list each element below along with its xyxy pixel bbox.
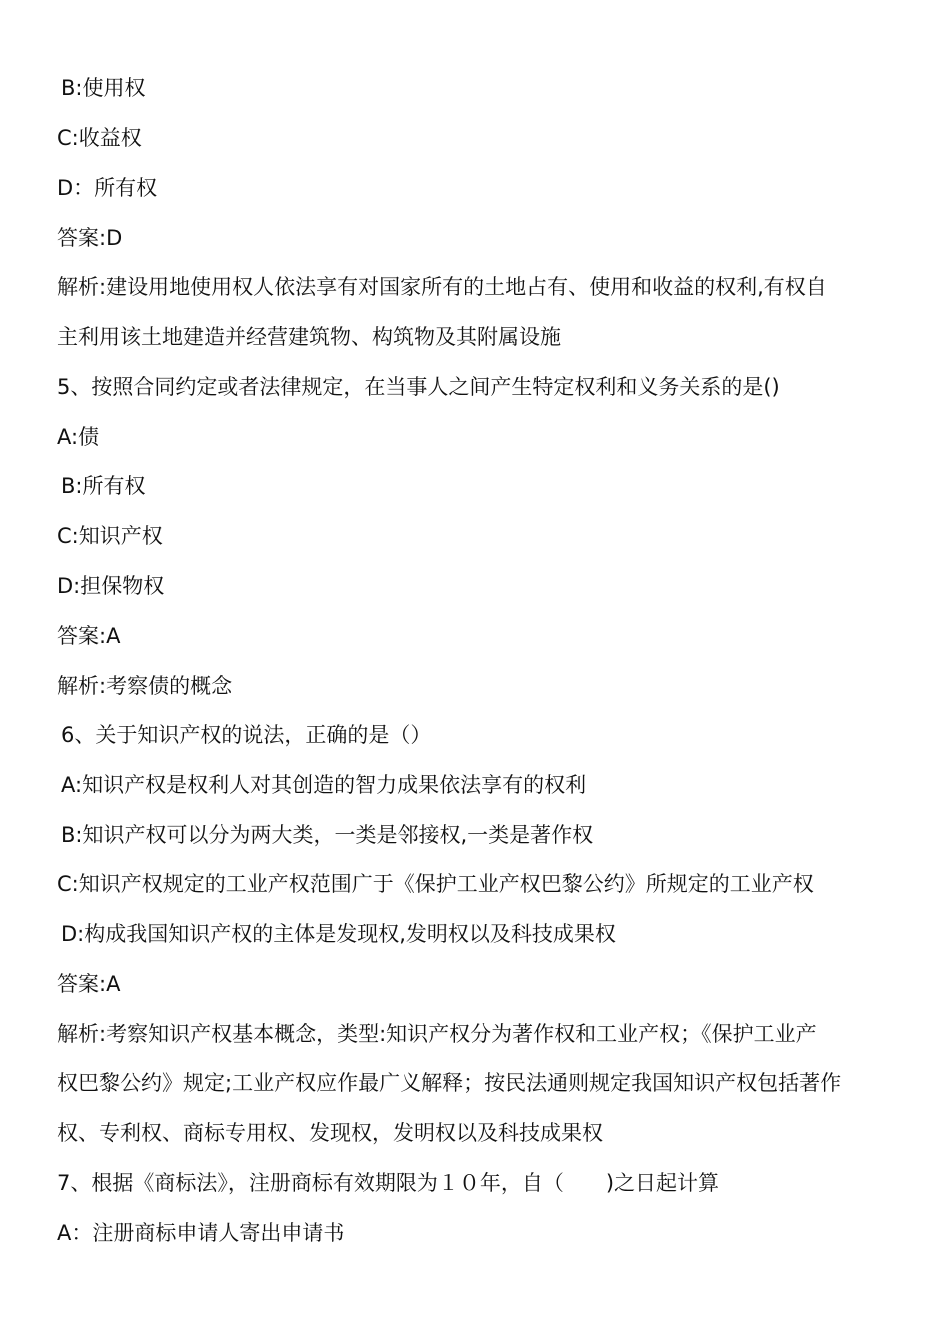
q6-option-c: C:知识产权规定的工业产权范围广于《保护工业产权巴黎公约》所规定的工业产权 [57,872,814,896]
q6-option-b: B:知识产权可以分为两大类，一类是邻接权,一类是著作权 [61,823,594,847]
q6-analysis-line-1: 解析:考察知识产权基本概念，类型:知识产权分为著作权和工业产权；《保护工业产 [57,1022,817,1046]
q6-analysis-line-3: 权、专利权、商标专用权、发现权，发明权以及科技成果权 [57,1121,603,1145]
q4-option-c: C:收益权 [57,126,142,150]
q4-answer: 答案:D [57,226,123,250]
q7-option-a: A：注册商标申请人寄出申请书 [57,1221,345,1245]
q4-analysis-line-2: 主利用该土地建造并经营建筑物、构筑物及其附属设施 [57,325,561,349]
q4-analysis-line-1: 解析:建设用地使用权人依法享有对国家所有的土地占有、使用和收益的权利,有权自 [57,275,827,299]
q6-question: 6、关于知识产权的说法，正确的是（） [61,723,432,747]
q5-answer: 答案:A [57,624,121,648]
q5-option-a: A:债 [57,425,100,449]
q5-option-c: C:知识产权 [57,524,163,548]
q4-option-d: D：所有权 [57,176,158,200]
q6-option-d: D:构成我国知识产权的主体是发现权,发明权以及科技成果权 [61,922,616,946]
q6-option-a: A:知识产权是权利人对其创造的智力成果依法享有的权利 [61,773,587,797]
q5-analysis: 解析:考察债的概念 [57,674,233,698]
q6-analysis-line-2: 权巴黎公约》规定;工业产权应作最广义解释；按民法通则规定我国知识产权包括著作 [57,1071,842,1095]
q5-question: 5、按照合同约定或者法律规定，在当事人之间产生特定权利和义务关系的是() [57,375,780,399]
q4-option-b: B:使用权 [61,76,146,100]
q6-answer: 答案:A [57,972,121,996]
q5-option-d: D:担保物权 [57,574,165,598]
q5-option-b: B:所有权 [61,474,146,498]
q7-question: 7、根据《商标法》，注册商标有效期限为１０年，自（ )之日起计算 [57,1171,720,1195]
